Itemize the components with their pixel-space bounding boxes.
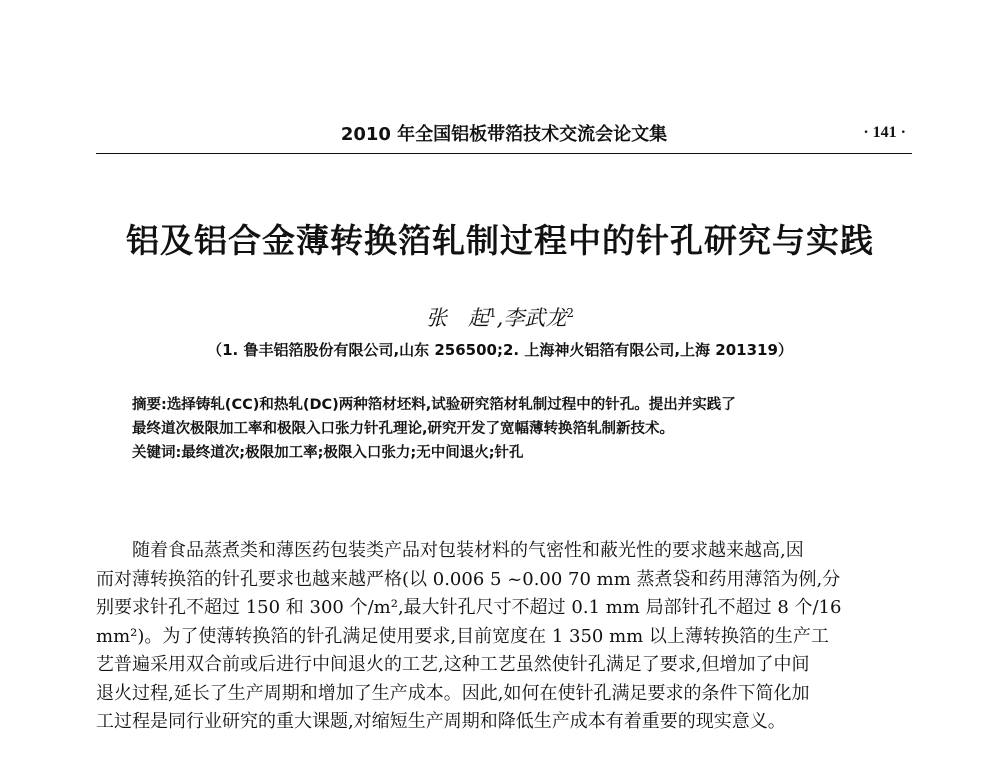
keywords-text: 最终道次;极限加工率;极限入口张力;无中间退火;针孔 (181, 445, 524, 461)
author-affiliation-mark: 1 (489, 306, 497, 320)
body-line: mm²)。为了使薄转换箔的针孔满足使用要求,目前宽度在 1 350 mm 以上薄转换箔的生产工 (96, 625, 829, 647)
author-name: 张 起 (426, 306, 490, 330)
body-line: 随着食品蒸煮类和薄医药包装类产品对包装材料的气密性和蔽光性的要求越来越高,因 (132, 540, 804, 561)
keywords-line (132, 441, 912, 465)
author-name: 李武龙 (503, 306, 567, 330)
abstract-text: 选择铸轧(CC)和热轧(DC)两种箔材坯料,试验研究箔材轧制过程中的针孔。提出并实践了 (166, 397, 736, 413)
body-line: 退火过程,延长了生产周期和增加了生产成本。因此,如何在使针孔满足要求的条件下简化加 (96, 682, 810, 704)
author-separator: , (496, 306, 504, 330)
proceedings-title: 2010 年全国铝板带箔技术交流会论文集 (340, 124, 668, 145)
body-line: 而对薄转换箔的针孔要求也越来越严格(以 0.006 5 ~0.00 70 mm 蒸煮袋和药用薄箔为例,分 (96, 568, 841, 590)
abstract-block (132, 393, 912, 465)
affiliations: （1. 鲁丰铝箔股份有限公司,山东 256500;2. 上海神火铝箔有限公司,上海 201319） (207, 341, 793, 359)
page-number: · 141 · (863, 124, 906, 141)
running-header (96, 122, 912, 152)
article-title: 铝及铝合金薄转换箔轧制过程中的针孔研究与实践 (126, 221, 874, 260)
author-affiliation-mark: 2 (566, 306, 574, 320)
abstract-line (132, 393, 912, 417)
abstract-label: 摘要: (132, 397, 167, 413)
abstract-line: 最终道次极限加工率和极限入口张力针孔理论,研究开发了宽幅薄转换箔轧制新技术。 (132, 421, 675, 437)
body-line: 别要求针孔不超过 150 和 300 个/m²,最大针孔尺寸不超过 0.1 mm 局部针孔不超过 8 个/16 (96, 597, 842, 618)
body-line: 艺普遍采用双合前或后进行中间退火的工艺,这种工艺虽然使针孔满足了要求,但增加了中间 (96, 654, 810, 675)
author-line (0, 302, 1000, 332)
keywords-label: 关键词: (132, 445, 182, 461)
body-paragraph (96, 537, 916, 737)
body-line: 工过程是同行业研究的重大课题,对缩短生产周期和降低生产成本有着重要的现实意义。 (96, 711, 786, 732)
header-rule (96, 153, 912, 154)
